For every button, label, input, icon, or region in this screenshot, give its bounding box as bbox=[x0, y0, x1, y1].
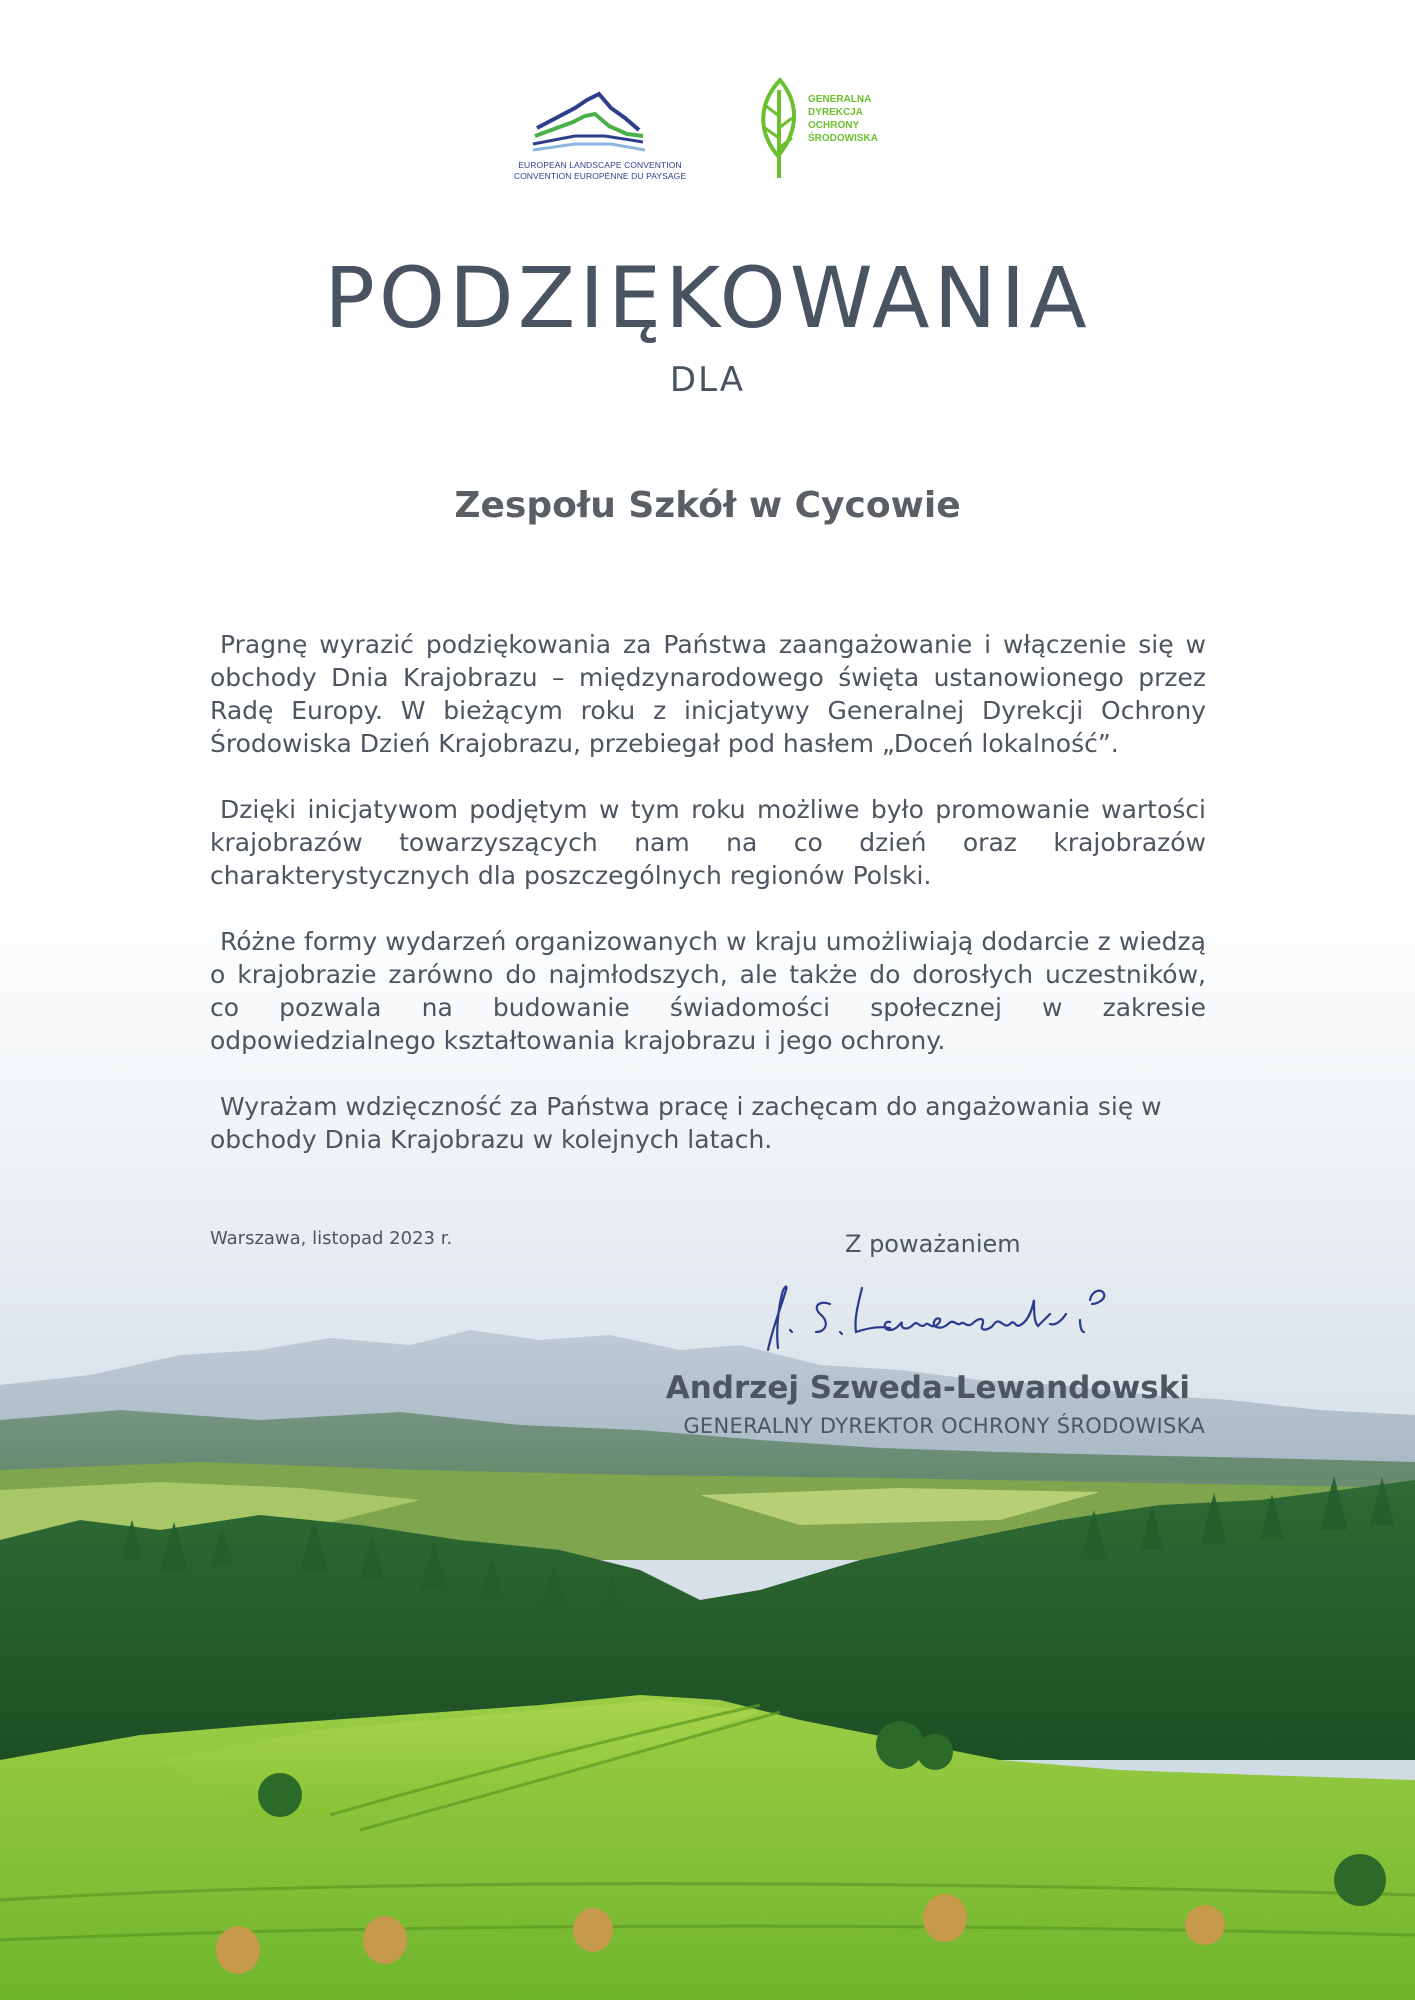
gdos-text-line-4: ŚRODOWISKA bbox=[808, 133, 878, 144]
gdos-text-line-2: DYREKCJA bbox=[808, 107, 864, 118]
body-paragraph-2: Dzięki inicjatywom podjętym w tym roku możliwe było promowanie wartości krajobrazów towarzyszących nam na co dzień oraz krajobrazów charakterystycznych dla poszczególnych regionów Polski. bbox=[210, 795, 1206, 890]
elc-logo-caption bbox=[505, 160, 695, 182]
certificate-subtitle: DLA bbox=[669, 360, 746, 400]
body-paragraph-4: Wyrażam wdzięczność za Państwa pracę i zachęcam do angażowania się w obchody Dnia Krajobrazu w kolejnych latach. bbox=[210, 1092, 1162, 1154]
closing-phrase: Z poważaniem bbox=[845, 1230, 1021, 1258]
body-paragraph-3: Różne formy wydarzeń organizowanych w kraju umożliwiają dodarcie z wiedzą o krajobrazie zarówno do najmłodszych, ale także do dorosłych uczestników, co pozwala na budowanie świadomości społecznej w zakresie odpowiedzialnego kształtowania krajobrazu i jego ochrony. bbox=[210, 927, 1206, 1055]
recipient-name: Zespołu Szkół w Cycowie bbox=[454, 485, 961, 526]
place-and-date: Warszawa, listopad 2023 r. bbox=[210, 1228, 453, 1249]
elc-caption-line-2: CONVENTION EUROPÉNNE DU PAYSAGE bbox=[513, 171, 687, 181]
letter-body bbox=[210, 628, 1206, 1189]
handwritten-signature bbox=[750, 1270, 1130, 1365]
certificate-title: PODZIĘKOWANIA bbox=[324, 249, 1091, 347]
elc-caption-line-1: EUROPEAN LANDSCAPE CONVENTION bbox=[518, 160, 682, 170]
signer-name: Andrzej Szweda-Lewandowski bbox=[665, 1370, 1190, 1406]
body-paragraph-1: Pragnę wyrazić podziękowania za Państwa zaangażowanie i włączenie się w obchody Dnia Krajobrazu – międzynarodowego święta ustanowionego przez Radę Europy. W bieżącym roku z inicjatywy Generalnej Dyrekcji Ochrony Środowiska Dzień Krajobrazu, przebiegał pod hasłem „Doceń lokalność”. bbox=[210, 630, 1206, 758]
gdos-text-line-1: GENERALNA bbox=[808, 94, 872, 105]
gdos-logo-text bbox=[808, 93, 878, 145]
gdos-text-line-3: OCHRONY bbox=[808, 120, 860, 131]
signer-title: GENERALNY DYREKTOR OCHRONY ŚRODOWISKA bbox=[683, 1414, 1205, 1438]
